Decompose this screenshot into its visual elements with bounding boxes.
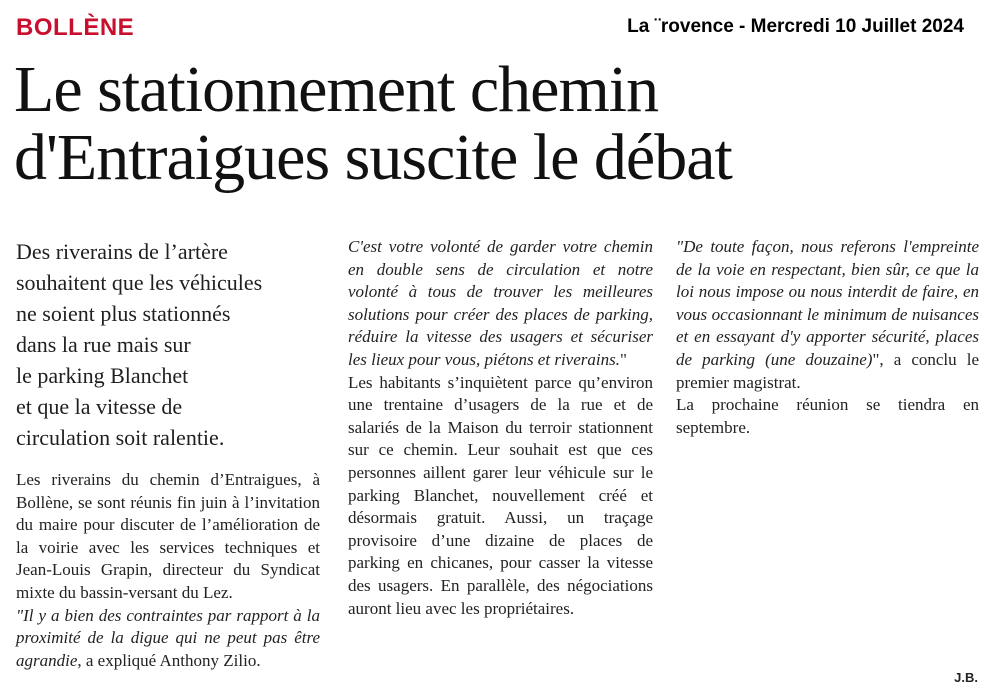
headline-line-2: d'Entraigues suscite le débat (14, 121, 732, 194)
lede-line: et que la vitesse de (16, 394, 183, 419)
source-dateline: La ¨rovence - Mercredi 10 Juillet 2024 (627, 16, 964, 37)
author-signature: J.B. (954, 670, 978, 685)
headline (14, 53, 974, 194)
lede-line: le parking Blanchet (16, 363, 189, 388)
quote-italic: C'est votre volonté de garder votre chemin en double sens de circulation et notre volonté à tous de trouver les meilleures solutions pour créer des places de parking, réduire la vitesse des usagers et sécuriser les lieux pour vous, piétons et riverains. (348, 237, 653, 369)
headline-line-1: Le stationnement chemin (14, 53, 659, 126)
column-1 (16, 236, 320, 687)
quote-italic: "De toute façon, nous referons l'empreinte de la voie en respectant, bien sûr, ce que la loi nous impose ou nous interdit de faire, en vous occasionnant le minimum de nuisances et en essayant d'y apporter sécurité, places de parking (une douzaine) (676, 237, 979, 369)
lede-line: souhaitent que les véhicules (16, 270, 263, 295)
quote-italic: "Il y a bien des contraintes par rapport à la proximité de la digue qui ne peut pas être agrandie (16, 605, 320, 670)
lede-line: ne soient plus stationnés (16, 301, 231, 326)
body-paragraph-2: Les habitants s’inquiètent parce qu’environ une trentaine d’usagers de la rue et de salariés de la Maison du terroir stationnent sur ce chemin. Leur souhait est que ces personnes aillent garer leur véhicule sur le parking Blanchet, nouvellement créé et désormais gratuit. Aussi, un traçage provisoire d’une dizaine de places de parking en chicanes, pour casser la vitesse des usagers. En parallèle, des négociations auront lieu avec les propriétaires. (348, 372, 653, 618)
body-paragraph-1: Les riverains du chemin d’Entraigues, à Bollène, se sont réunis fin juin à l’invitation du maire pour discuter de l’amélioration de la voirie avec les services techniques et Jean-Louis Grapin, directeur du Syndicat mixte du bassin-versant du Lez. (16, 470, 320, 602)
column-2 (348, 236, 653, 687)
quote-attribution: ", a conclu le premier magistrat. (676, 349, 979, 392)
lede-line: dans la rue mais sur (16, 332, 191, 357)
column-3 (676, 236, 979, 687)
lede-line: Des riverains de l’artère (16, 239, 228, 264)
body-paragraph-quote-2 (348, 236, 653, 372)
rubric-label: BOLLÈNE (16, 14, 135, 41)
quote-close: " (619, 349, 627, 369)
lede (16, 236, 320, 453)
body-paragraph-3: La prochaine réunion se tiendra en septembre. (676, 395, 979, 437)
body-paragraph-quote-3 (676, 236, 979, 394)
body-paragraph-quote-1 (16, 605, 320, 673)
quote-attribution: , a expliqué Anthony Zilio. (77, 650, 261, 670)
lede-line: circulation soit ralentie. (16, 425, 225, 450)
